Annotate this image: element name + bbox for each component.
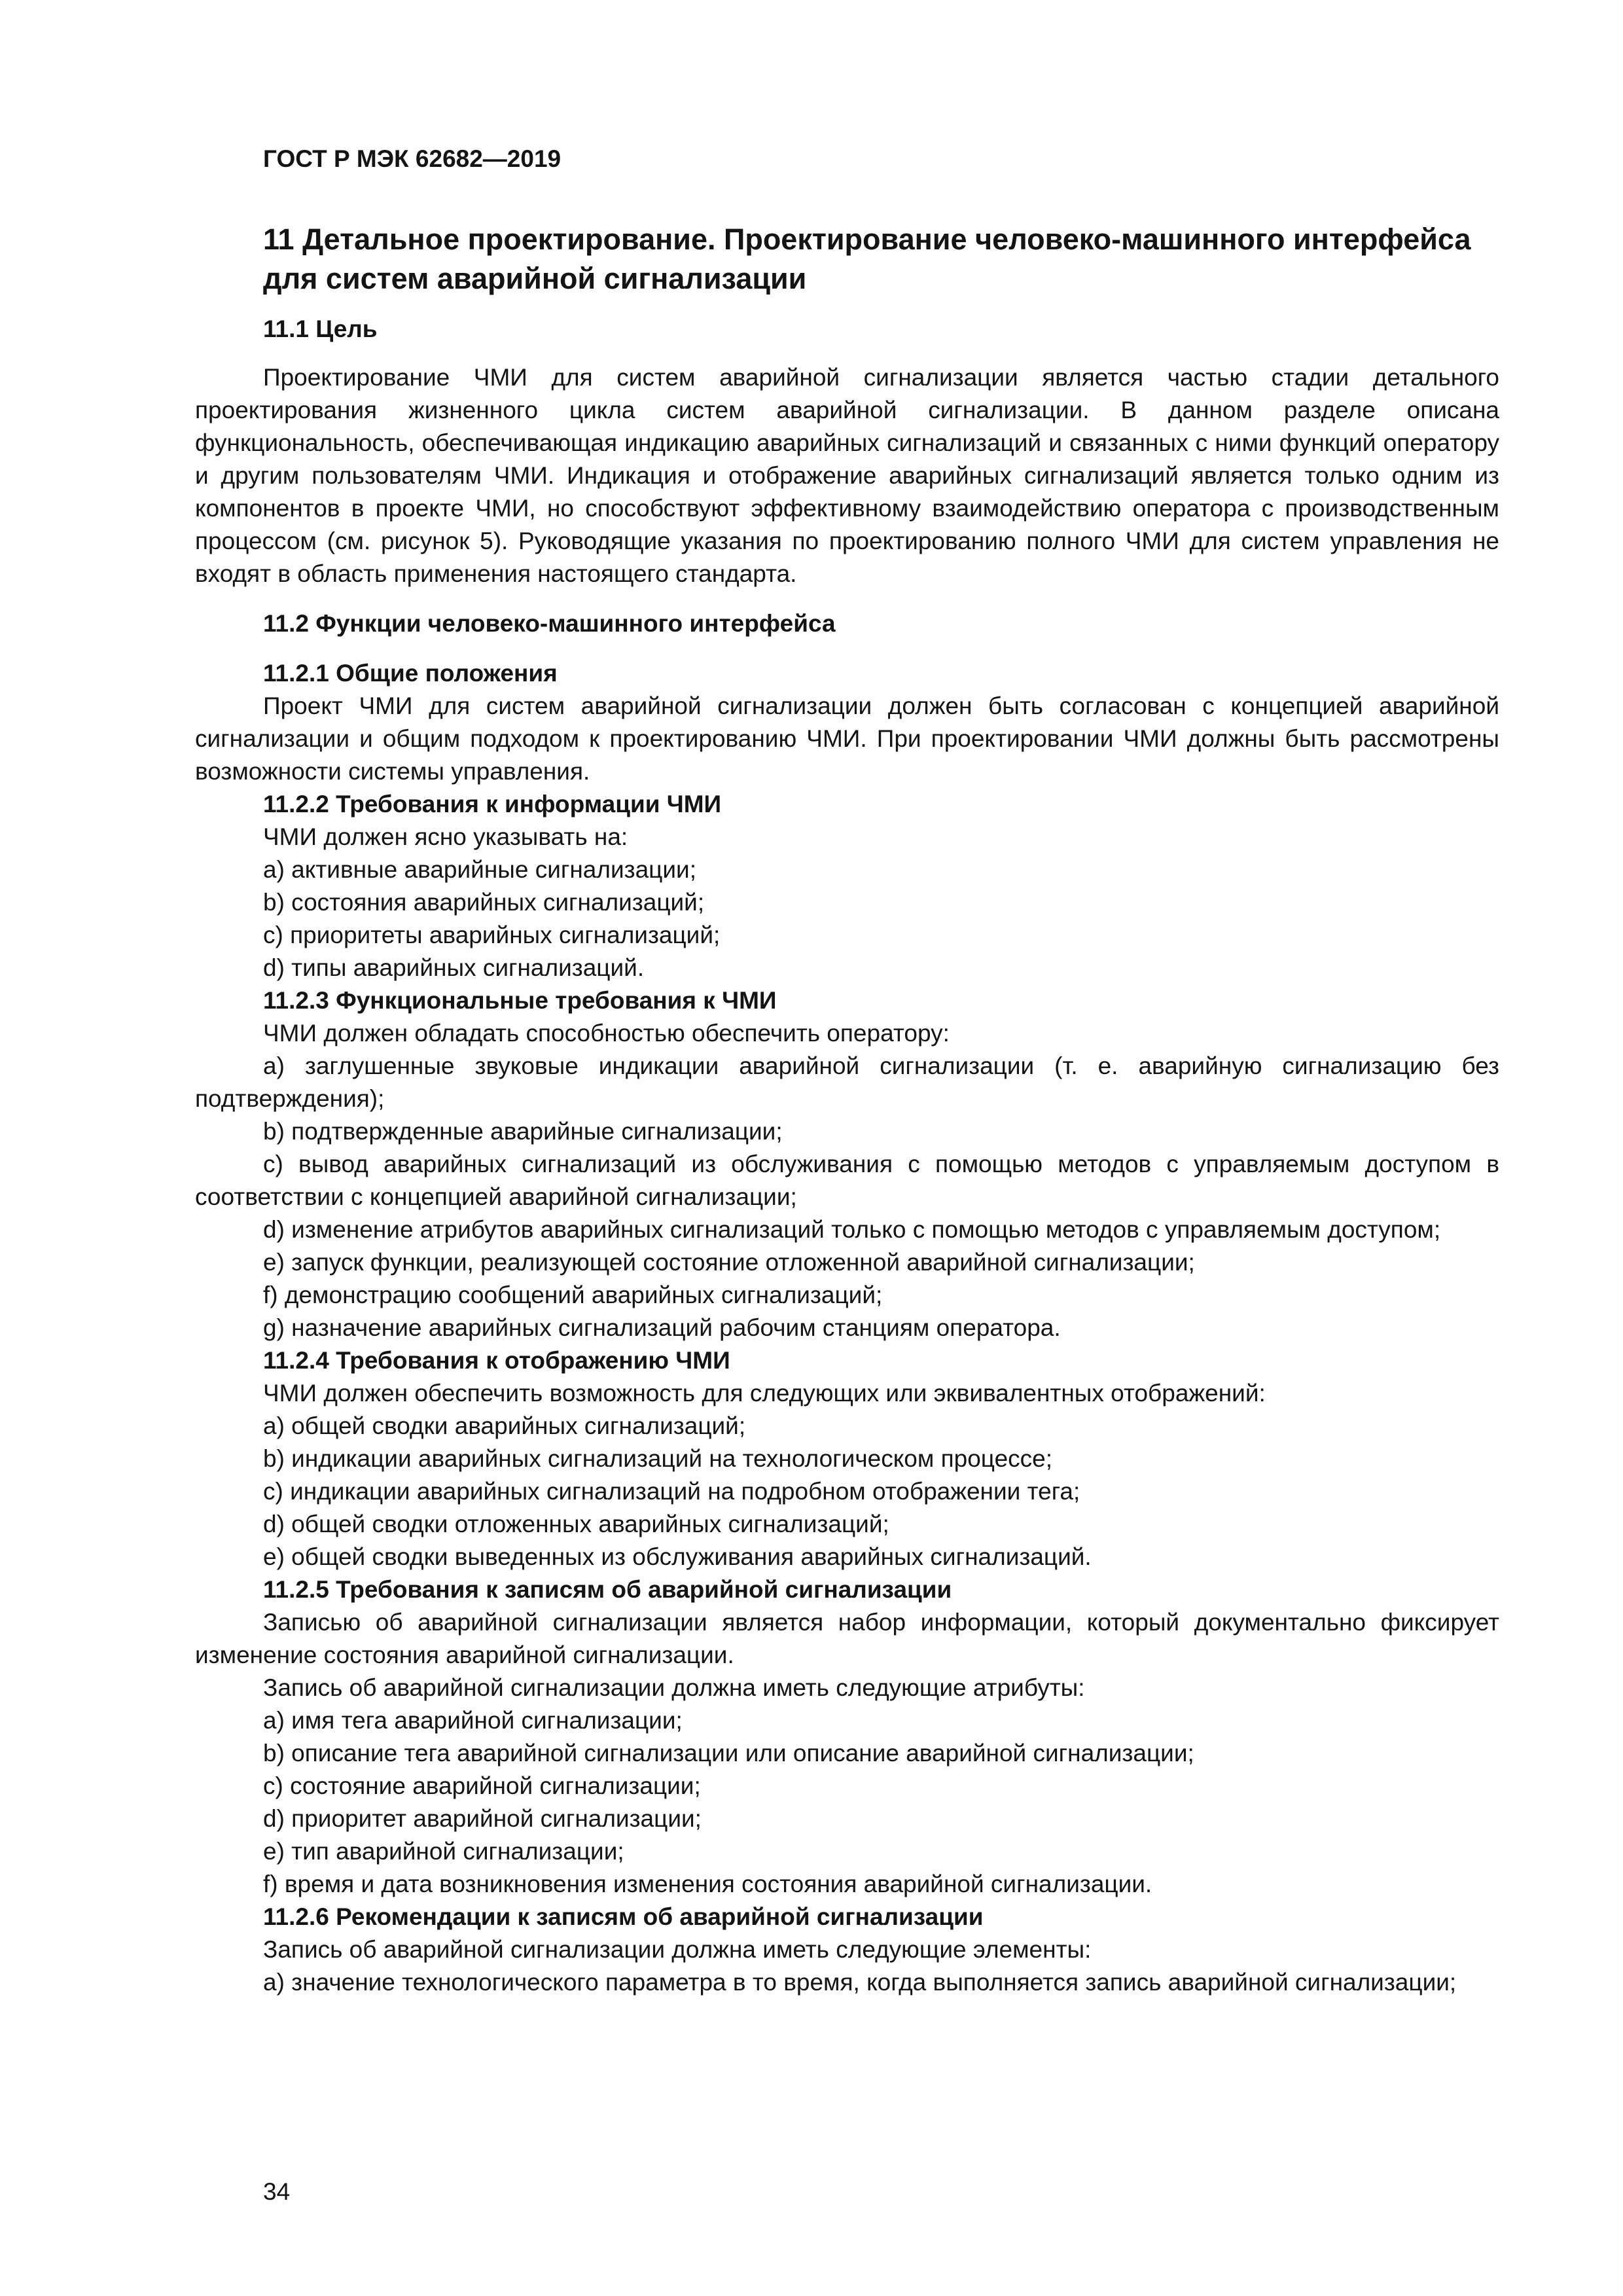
intro-11-2-2: ЧМИ должен ясно указывать на: xyxy=(263,823,628,850)
list-item: a) активные аварийные сигнализации; xyxy=(263,856,696,883)
list-item: a) общей сводки аварийных сигнализаций; xyxy=(263,1412,746,1439)
list-item: d) типы аварийных сигнализаций. xyxy=(263,954,645,981)
list-item: e) запуск функции, реализующей состояние отложенной аварийной сигнализации; xyxy=(263,1249,1195,1276)
heading-11-2-6: 11.2.6 Рекомендации к записям об аварийной сигнализации xyxy=(263,1903,984,1930)
list-item: e) общей сводки выведенных из обслуживания аварийных сигнализаций. xyxy=(263,1543,1092,1570)
list-item: b) индикации аварийных сигнализаций на технологическом процессе; xyxy=(263,1445,1053,1472)
list-item: b) состояния аварийных сигнализаций; xyxy=(263,889,705,916)
intro-11-2-5: Запись об аварийной сигнализации должна иметь следующие атрибуты: xyxy=(263,1674,1085,1701)
list-item: c) приоритеты аварийных сигнализаций; xyxy=(263,922,721,948)
list-item: a) значение технологического параметра в то время, когда выполняется запись аварийной сигнализации; xyxy=(263,1969,1457,1996)
list-item: d) общей сводки отложенных аварийных сигнализаций; xyxy=(263,1511,889,1537)
paragraph-11-2-5: Записью об аварийной сигнализации является набор информации, который документально фиксирует изменение состояния аварийной сигнализации. xyxy=(195,1609,1499,1668)
list-item: a) заглушенные звуковые индикации аварийной сигнализации (т. е. аварийную сигнализацию без подтверждения); xyxy=(195,1052,1499,1112)
list-item: f) время и дата возникновения изменения состояния аварийной сигнализации. xyxy=(263,1871,1152,1897)
list-item: d) приоритет аварийной сигнализации; xyxy=(263,1805,702,1832)
heading-11-2-1: 11.2.1 Общие положения xyxy=(263,660,558,687)
heading-11-2-5: 11.2.5 Требования к записям об аварийной сигнализации xyxy=(263,1576,952,1603)
list-item: a) имя тега аварийной сигнализации; xyxy=(263,1707,683,1734)
intro-11-2-3: ЧМИ должен обладать способностью обеспечить оператору: xyxy=(263,1020,950,1047)
heading-11-1: 11.1 Цель xyxy=(263,315,378,342)
list-item: c) индикации аварийных сигнализаций на подробном отображении тега; xyxy=(263,1478,1080,1505)
intro-11-2-4: ЧМИ должен обеспечить возможность для следующих или эквивалентных отображений: xyxy=(263,1380,1266,1407)
list-item: b) описание тега аварийной сигнализации или описание аварийной сигнализации; xyxy=(263,1740,1194,1767)
list-item: b) подтвержденные аварийные сигнализации; xyxy=(263,1118,783,1145)
intro-11-2-6: Запись об аварийной сигнализации должна иметь следующие элементы: xyxy=(263,1936,1092,1963)
list-item: g) назначение аварийных сигнализаций рабочим станциям оператора. xyxy=(263,1314,1061,1341)
heading-11-2-3: 11.2.3 Функциональные требования к ЧМИ xyxy=(263,987,777,1014)
heading-11-2-4: 11.2.4 Требования к отображению ЧМИ xyxy=(263,1347,730,1374)
list-item: c) вывод аварийных сигнализаций из обслуживания с помощью методов с управляемым доступом в соответствии с концепцией аварийной сигнализации; xyxy=(195,1151,1499,1210)
paragraph-11-1: Проектирование ЧМИ для систем аварийной сигнализации является частью стадии детального проектирования жизненного цикла систем аварийной сигнализации. В данном разделе описана функциональность, обеспечивающая индикацию аварийных сигнализаций и связанных с ними функций оператору и другим пользователям ЧМИ. Индикация и отображение аварийных сигнализаций является только одним из компонентов в проекте ЧМИ, но способствуют эффективному взаимодействию оператора с производственным процессом (см. рисунок 5). Руководящие указания по проектированию полного ЧМИ для систем управления не входят в область применения настоящего стандарта. xyxy=(195,364,1499,587)
paragraph-11-2-1: Проект ЧМИ для систем аварийной сигнализации должен быть согласован с концепцией аварийной сигнализации и общим подходом к проектированию ЧМИ. При проектировании ЧМИ должны быть рассмотрены возможности системы управления. xyxy=(195,692,1499,785)
list-item: c) состояние аварийной сигнализации; xyxy=(263,1772,701,1799)
list-item: d) изменение атрибутов аварийных сигнализаций только с помощью методов с управляемым доступом; xyxy=(263,1216,1441,1243)
list-item: e) тип аварийной сигнализации; xyxy=(263,1838,624,1865)
page-number: 34 xyxy=(263,2178,291,2205)
heading-11-2: 11.2 Функции человеко-машинного интерфейса xyxy=(263,610,836,637)
standard-code: ГОСТ Р МЭК 62682—2019 xyxy=(263,145,562,172)
page-content xyxy=(195,220,1499,1999)
list-item: f) демонстрацию сообщений аварийных сигнализаций; xyxy=(263,1282,883,1308)
section-title: 11 Детальное проектирование. Проектирование человеко-машинного интерфейса для систем аварийной сигнализации xyxy=(263,223,1471,295)
heading-11-2-2: 11.2.2 Требования к информации ЧМИ xyxy=(263,791,722,817)
